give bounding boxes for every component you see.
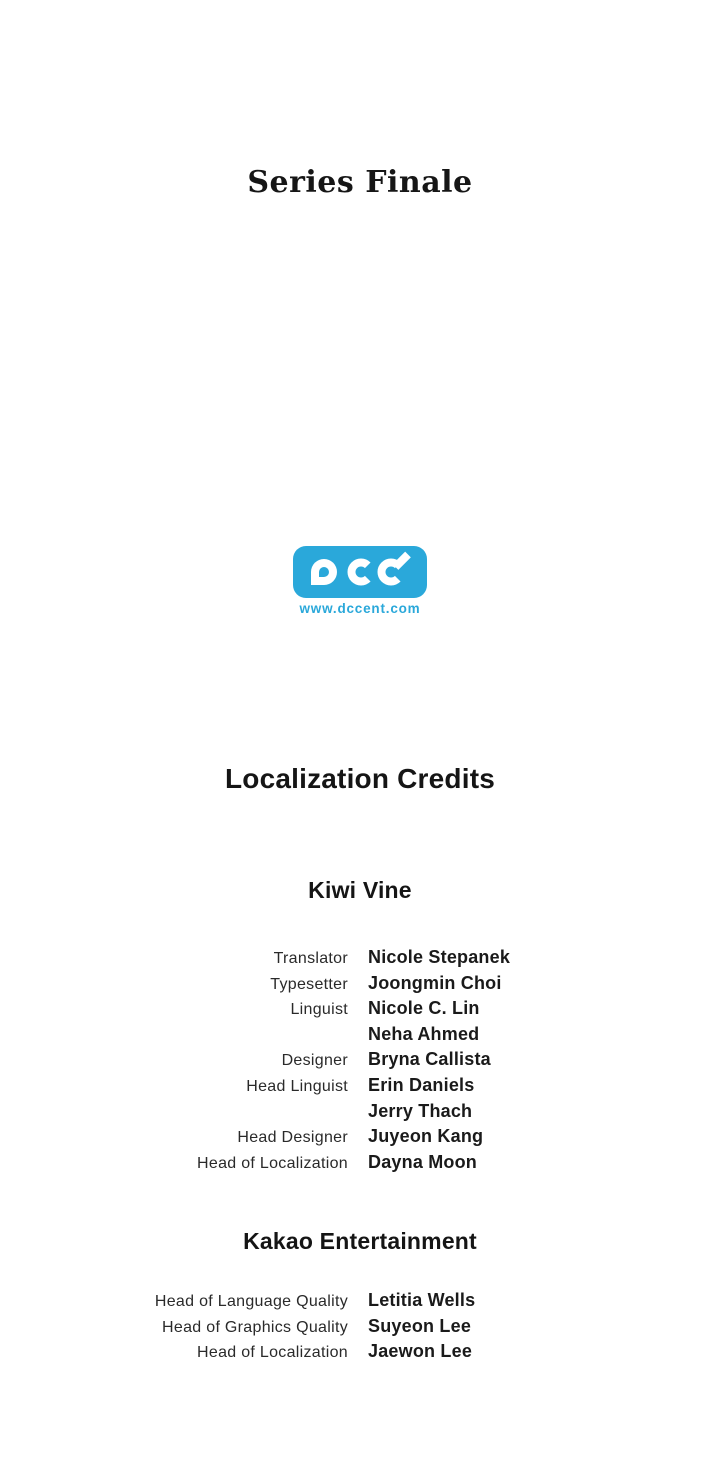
dcc-logo-icon [293,546,427,598]
credit-name: Jerry Thach [368,1100,473,1121]
publisher-website: www.dccent.com [299,601,421,616]
credit-name: Juyeon Kang [368,1126,484,1147]
credit-row [0,1047,720,1073]
credit-role: Translator [273,950,348,967]
credit-name: Erin Daniels [368,1074,475,1095]
credit-name: Letitia Wells [368,1290,476,1310]
credit-row [0,1022,720,1048]
credit-name: Bryna Callista [368,1049,491,1070]
credit-name: Nicole C. Lin [368,998,480,1019]
credit-role: Head of Language Quality [154,1293,348,1310]
credit-name: Jaewon Lee [368,1341,473,1362]
section-heading-kiwi-vine: Kiwi Vine [308,877,412,903]
credit-row [0,1124,720,1150]
credit-name: Joongmin Choi [368,972,502,993]
credit-role: Typesetter [270,975,348,993]
credit-name: Nicole Stepanek [368,947,511,967]
credit-row [0,1339,720,1365]
credit-name: Dayna Moon [368,1151,478,1172]
credit-row [0,971,720,997]
publisher-logo [0,546,720,603]
section-heading-kakao-entertainment: Kakao Entertainment [243,1228,477,1254]
credit-row [0,1099,720,1125]
credit-role: Head of Graphics Quality [162,1318,348,1336]
credits-heading: Localization Credits [224,763,496,794]
credit-row [0,1073,720,1099]
episode-title: Series Finale [247,165,473,200]
credit-name: Neha Ahmed [368,1023,480,1044]
credit-role: Head of Localization [197,1344,348,1362]
credit-row [0,1288,720,1314]
credit-role: Head Linguist [246,1077,348,1095]
credit-row [0,945,720,971]
credit-row [0,1150,720,1176]
credit-row [0,996,720,1022]
credits-list-kiwi-vine [0,945,720,1175]
credit-role: Designer [281,1052,348,1070]
credit-role: Linguist [290,1001,348,1019]
credit-name: Suyeon Lee [368,1315,472,1336]
credit-role: Head of Localization [197,1154,348,1172]
credit-row [0,1314,720,1340]
credit-role: Head Designer [237,1129,348,1147]
credits-list-kakao [0,1288,720,1365]
